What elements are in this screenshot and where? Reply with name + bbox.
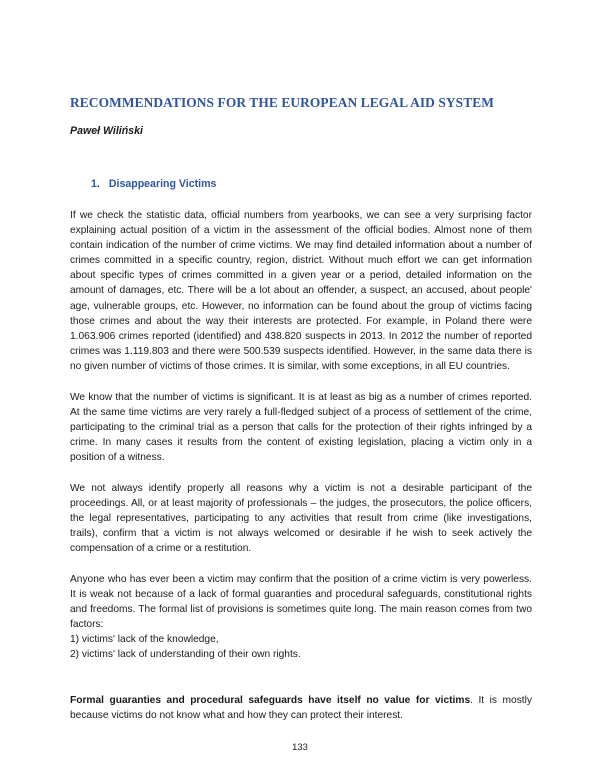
page-number: 133 — [292, 741, 308, 752]
document-title: RECOMMENDATIONS FOR THE EUROPEAN LEGAL AID SYSTEM — [70, 95, 495, 110]
bold-lead-sentence: Formal guaranties and procedural safeguards have itself no value for victims — [70, 695, 471, 706]
list-item: 1) victims' lack of the knowledge, — [70, 634, 219, 646]
paragraph-1: If we check the statistic data, official numbers from yearbooks, we can see a very surprising factor explaining actual position of a victim in the assessment of the official bodies. Almost none of them contain indication of the number of crime victims. We may find detailed information about a number of crimes committed in a specific country, region, district. Without much effort we can get information about specific types of crimes committed in a given year or a period, detailed information on the amount of damages, etc. There will be a lot about an offender, a suspect, an accused, about people' age, vulnerable groups, etc. However, no information can be found about the group of victims facing those crimes and about the way their interests are protected. For example, in Poland there were 1.063.906 crimes reported (identified) and 438.820 suspects in 2013. In 2012 the number of reported crimes was 1.119.803 and there were 500.539 suspects identified. However, in the same data there is no given number of victims of those crimes. It is similar, with some exceptions, in all EU countries. — [70, 210, 532, 372]
paragraph-5 — [70, 693, 532, 723]
paragraph-4 — [70, 572, 532, 663]
list-item: 2) victims' lack of understanding of their own rights. — [70, 649, 301, 661]
section-title: Disappearing Victims — [108, 178, 217, 190]
author-name: Paweł Wiliński — [70, 125, 143, 137]
paragraph-5-text: . It is mostly because victims do not know what and how they can protect their interest. — [70, 695, 532, 722]
paragraph-4-text: Anyone who has ever been a victim may confirm that the position of a crime victim is very powerless. It is weak not because of a lack of formal guaranties and procedural safeguards, constitutional rights and freedoms. The formal list of provisions is sometimes quite long. The main reason comes from two factors: — [70, 574, 532, 631]
section-number: 1. — [91, 178, 100, 190]
paragraph-2: We know that the number of victims is significant. It is at least as big as a number of crimes reported. At the same time victims are very rarely a full-fledged subject of a process of settlement of the crime, participating to the criminal trial as a person that calls for the protection of their rights infringed by a crime. In many cases it results from the content of existing legislation, placing a victim only in a position of a witness. — [70, 392, 532, 464]
section-heading — [91, 178, 216, 190]
paragraph-3: We not always identify properly all reasons why a victim is not a desirable participant of the proceedings. All, or at least majority of professionals – the judges, the prosecutors, the police officers, the legal representatives, participating to any activities that result from crime (like investigations, trails), confirm that a victim is not always welcomed or desirable if he wish to seek actively the compensation of a crime or a restitution. — [70, 483, 532, 555]
